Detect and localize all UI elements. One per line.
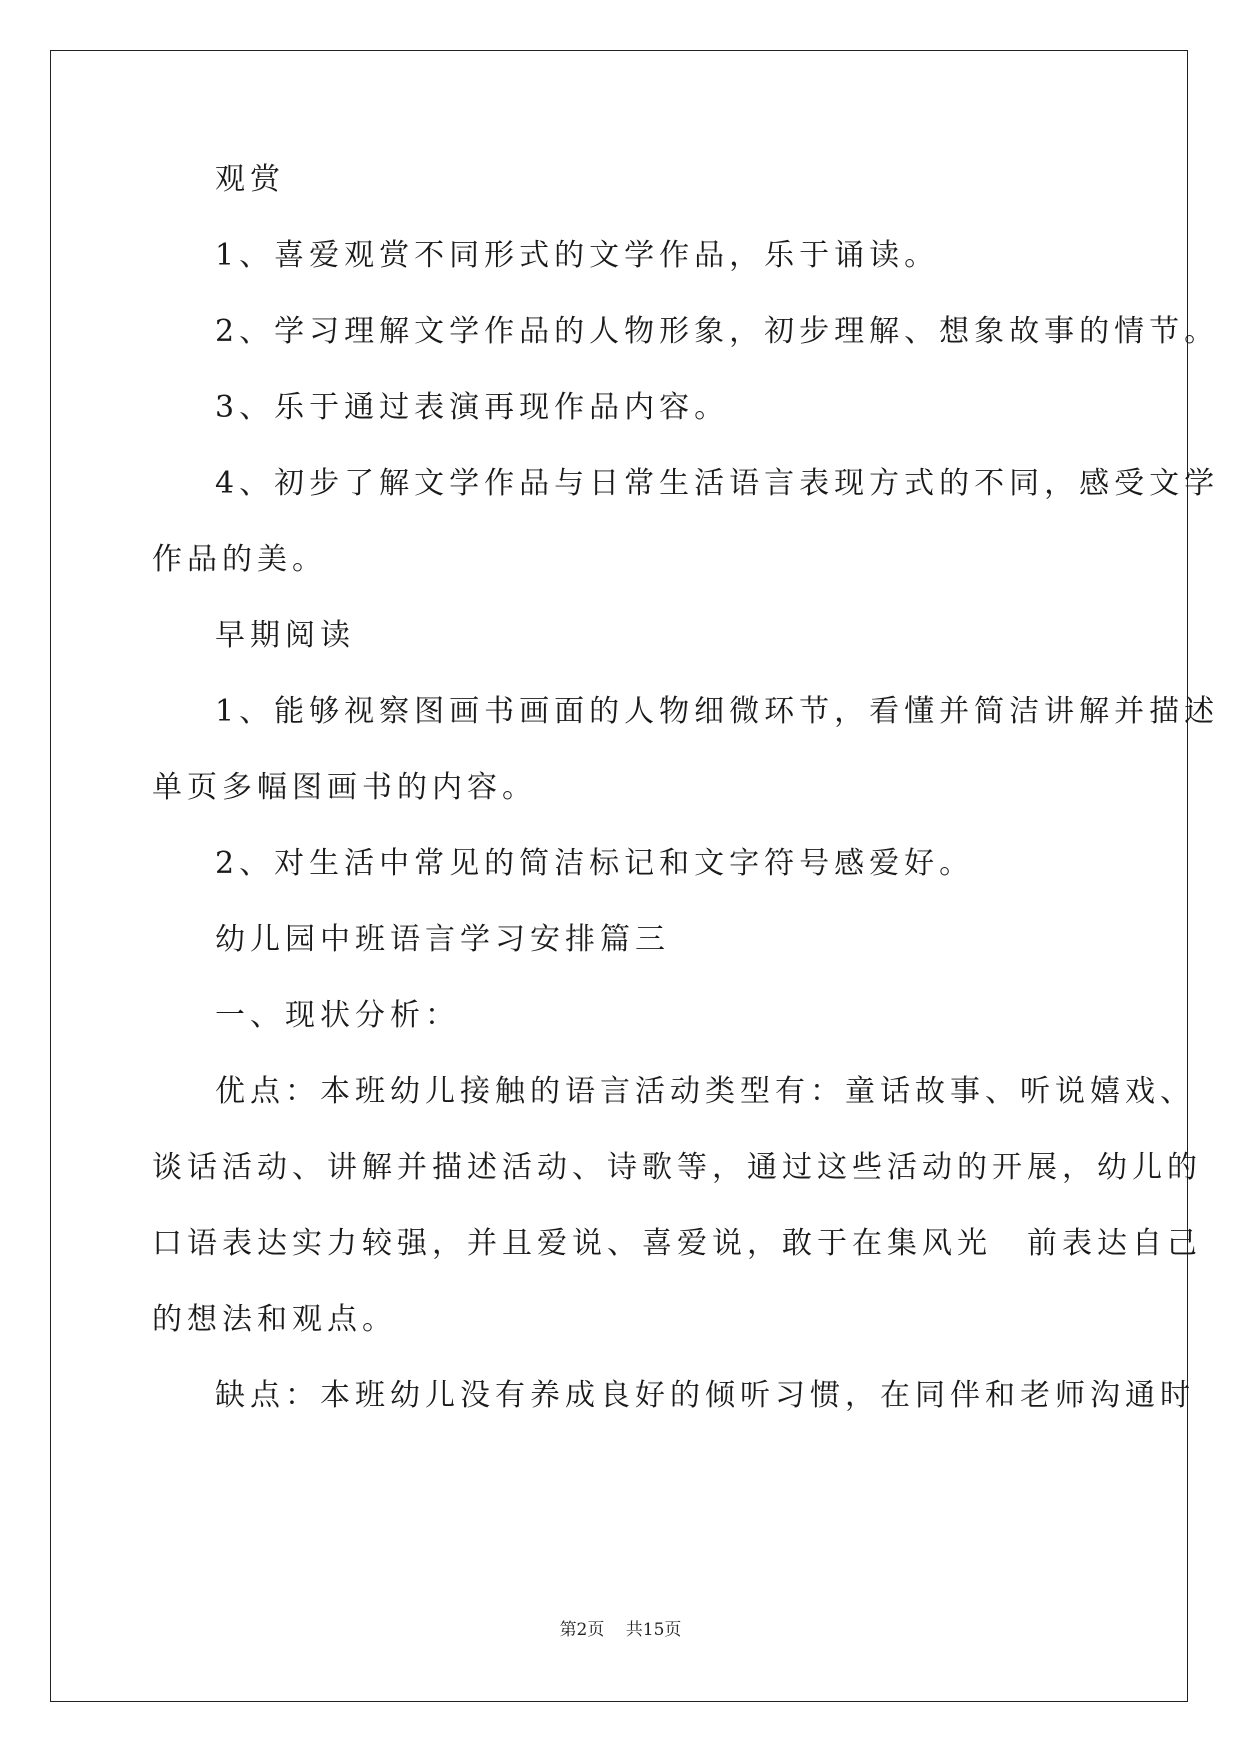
text-line: 的想法和观点。 (152, 1302, 397, 1337)
text-line: 作品的美。 (152, 542, 327, 577)
text-line: 4、初步了解文学作品与日常生活语言表现方式的不同，感受文学 (215, 466, 1220, 501)
text-line: 2、对生活中常见的简洁标记和文字符号感爱好。 (215, 846, 975, 881)
text-line: 2、学习理解文学作品的人物形象，初步理解、想象故事的情节。 (215, 314, 1220, 349)
text-line: 一、现状分析： (215, 998, 460, 1033)
page-total: 共15页 (625, 1620, 682, 1640)
page-footer (0, 1615, 1241, 1640)
text-line: 幼儿园中班语言学习安排篇三 (215, 922, 670, 957)
text-line: 谈话活动、讲解并描述活动、诗歌等，通过这些活动的开展，幼儿的 (152, 1150, 1202, 1185)
text-line: 1、喜爱观赏不同形式的文学作品，乐于诵读。 (215, 238, 940, 273)
text-line: 优点：本班幼儿接触的语言活动类型有：童话故事、听说嬉戏、 (215, 1074, 1195, 1109)
text-line: 早期阅读 (215, 618, 355, 653)
text-line: 3、乐于通过表演再现作品内容。 (215, 390, 730, 425)
text-line: 缺点：本班幼儿没有养成良好的倾听习惯，在同伴和老师沟通时 (215, 1378, 1195, 1413)
text-line: 观赏 (215, 162, 285, 197)
page-number: 第2页 (559, 1620, 605, 1640)
text-line: 1、能够视察图画书画面的人物细微环节，看懂并简洁讲解并描述 (215, 694, 1220, 729)
text-line: 口语表达实力较强，并且爱说、喜爱说，敢于在集风光 前表达自己 (152, 1226, 1202, 1261)
text-line: 单页多幅图画书的内容。 (152, 770, 537, 805)
